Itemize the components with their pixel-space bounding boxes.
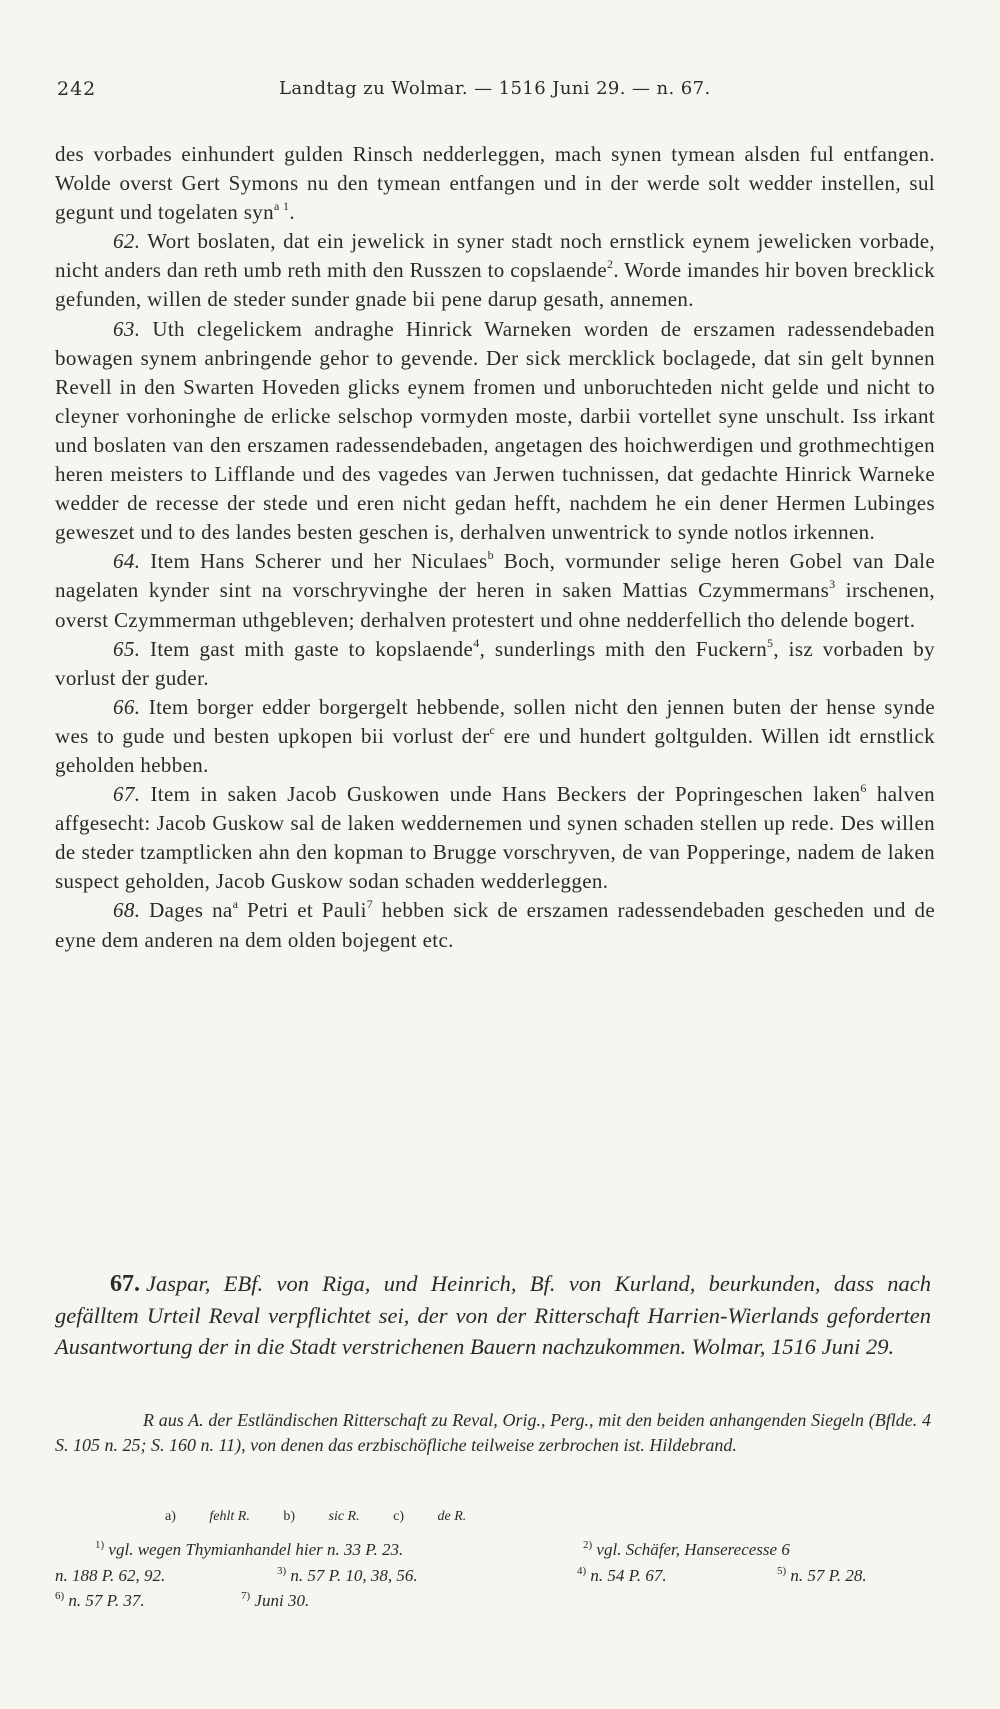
section-number: 63. <box>113 316 141 341</box>
section-66: 66. Item borger edder borgergelt hebbende, sollen nicht den jennen buten der hense synde wes to gude und besten upkopen bii vorlust der$^c$ ere und hundert goltgulden. Willen idt ernstlick geholden hebben. <box>55 694 935 777</box>
footnote-ref: 7 <box>366 897 374 912</box>
section-number: 64. <box>113 549 141 574</box>
section-63: 63. Uth clegelickem andraghe Hinrick Warneken worden de erszamen radessendebaden bowagen synem anbringende gehor to gevende. Der sick mercklick boclagede, dat sin gelt bynnen Revell in den Swarten Hoveden glicks eynem fromen und unboruchteden nicht gelde und nicht to cleyner vorhoninghe de erlicke selschop vormyden moste, darbii vortellet syne unschult. Iss irkant und boslaten van den erszamen radessendebaden, angetagen des hoichwerdigen und grothmechtigen heren meisters to Lifflande und des vagedes van Jerwen tuchnissen, dat gedachte Hinrick Warneke wedder de recesse der stede und eren nicht gedan hefft, nachdem he ein dener Hermen Lubinges geweszet und to des landes besten geschen is, derhalven unwentrick to synde notlos irkennen. <box>55 316 935 545</box>
text-notes <box>165 1509 496 1525</box>
section-64: 64. Item Hans Scherer und her Niculaes$^b$ Boch, vormunder selige heren Gobel van Dale nagelaten kynder sint na vorschryvinghe der heren in saken Mattias Czymmermans$^3$ irschenen, overst Czymmerman uthgebleven; derhalven protestert und ohne nedderfellich tho delende bogert. <box>55 548 936 632</box>
footnote-2-cont: n. 188 P. 62, 92. <box>55 1565 166 1585</box>
footnote-4: $^{4)}$ n. 54 P. 67. <box>577 1564 667 1585</box>
footnote-ref: 5 <box>767 635 774 650</box>
page-header <box>57 78 937 108</box>
section-number: 65. <box>113 636 141 661</box>
footnote-ref: a 1 <box>273 199 290 214</box>
section-number: 68. <box>113 898 141 923</box>
main-text <box>55 140 935 955</box>
footnote-row <box>55 1563 931 1589</box>
section-62: 62. Wort boslaten, dat ein jewelick in syner stadt noch ernstlick eynem jewelicken vorbade, nicht anders dan reth umb reth mith den Russzen to copslaende$^2$. Worde imandes hir boven brecklick gefunden, willen de steder sunder gnade bii pene darup gesath, annemen. <box>55 229 935 312</box>
section-68: 68. Dages $na^a$ Petri et Pauli$^7$ hebben sick de erszamen radessendebaden gescheden und de eyne dem anderen na dem olden bojegent etc. <box>55 897 935 952</box>
footnote-3: $^{3)}$ n. 57 P. 10, 38, 56. <box>277 1564 418 1585</box>
running-title: Landtag zu Wolmar. — 1516 Juni 29. — n. 67. <box>279 78 711 99</box>
text-note: a) fehlt R. <box>165 1509 250 1524</box>
section-number: 66. <box>113 694 141 719</box>
document-heading <box>55 1268 931 1363</box>
footnote-ref: b <box>487 548 494 563</box>
footnote-2: $^{2)}$ vgl. Schäfer, Hanserecesse 6 <box>583 1539 790 1559</box>
footnote-6: $^{6)}$ n. 57 P. 37. <box>55 1590 145 1610</box>
footnote-ref: c <box>489 722 496 737</box>
document-summary: Jaspar, EBf. von Riga, und Heinrich, Bf. von Kurland, beurkunden, dass nach gefälltem Urteil Reval verpflichtet sei, der von der Ritterschaft Harrien-Wierlands geforderten Ausantwortung der in die Stadt verstrichenen Bauern nachzukommen. Wolmar, 1516 Juni 29. <box>55 1271 931 1360</box>
footnote-5: $^{5)}$ n. 57 P. 28. <box>777 1564 867 1585</box>
footnote-1: $^{1)}$ vgl. wegen Thymianhandel hier n. 33 P. 23. <box>95 1539 404 1559</box>
source-note: R aus A. der Estländischen Ritterschaft zu Reval, Orig., Perg., mit den beiden anhangenden Siegeln (Bflde. 4 S. 105 n. 25; S. 160 n. 11), von denen das erzbischöfliche teilweise zerbrochen ist. Hildebrand. <box>55 1410 931 1455</box>
paragraph-continuation: des vorbades einhundert gulden Rinsch nedderleggen, mach synen tymean alsden ful entfangen. Wolde overst Gert Symons nu den tymean entfangen und in der werde solt wedder instellen, sul gegunt und togelaten syn$^{a 1}$. <box>55 142 935 225</box>
text-note: c) de R. <box>393 1509 467 1524</box>
footnotes <box>55 1537 931 1614</box>
footnote-ref: 6 <box>860 781 867 796</box>
footnote-ref: 4 <box>473 635 480 650</box>
section-number: 67. <box>113 782 141 807</box>
section-67: 67. Item in saken Jacob Guskowen unde Hans Beckers der Popringeschen laken$^6$ halven affgesecht: Jacob Guskow sal de laken weddernemen und synen schaden stellen up rede. Des willen de steder tzamptlicken ahn den kopman to Brugge vorschryven, de van Popperinge, nadem de laken suspect geholden, Jacob Guskow sodan schaden wedderleggen. <box>55 781 935 894</box>
section-number: 62. <box>113 229 141 254</box>
footnote-row <box>55 1537 931 1563</box>
footnote-7: $^{7)}$ Juni 30. <box>241 1590 310 1610</box>
footnote-ref: a <box>232 897 239 912</box>
footnote-ref: 2 <box>607 257 614 272</box>
section-65: 65. Item gast mith gaste to kopslaende$^4$, sunderlings mith den Fuckern$^5$, isz vorbaden by vorlust der guder. <box>55 635 936 690</box>
footnote-ref: 3 <box>829 577 836 592</box>
footnote-row <box>55 1588 931 1614</box>
text-note: b) sic R. <box>283 1509 360 1524</box>
page-number: 242 <box>57 78 97 100</box>
document-number: 67. <box>110 1271 140 1297</box>
